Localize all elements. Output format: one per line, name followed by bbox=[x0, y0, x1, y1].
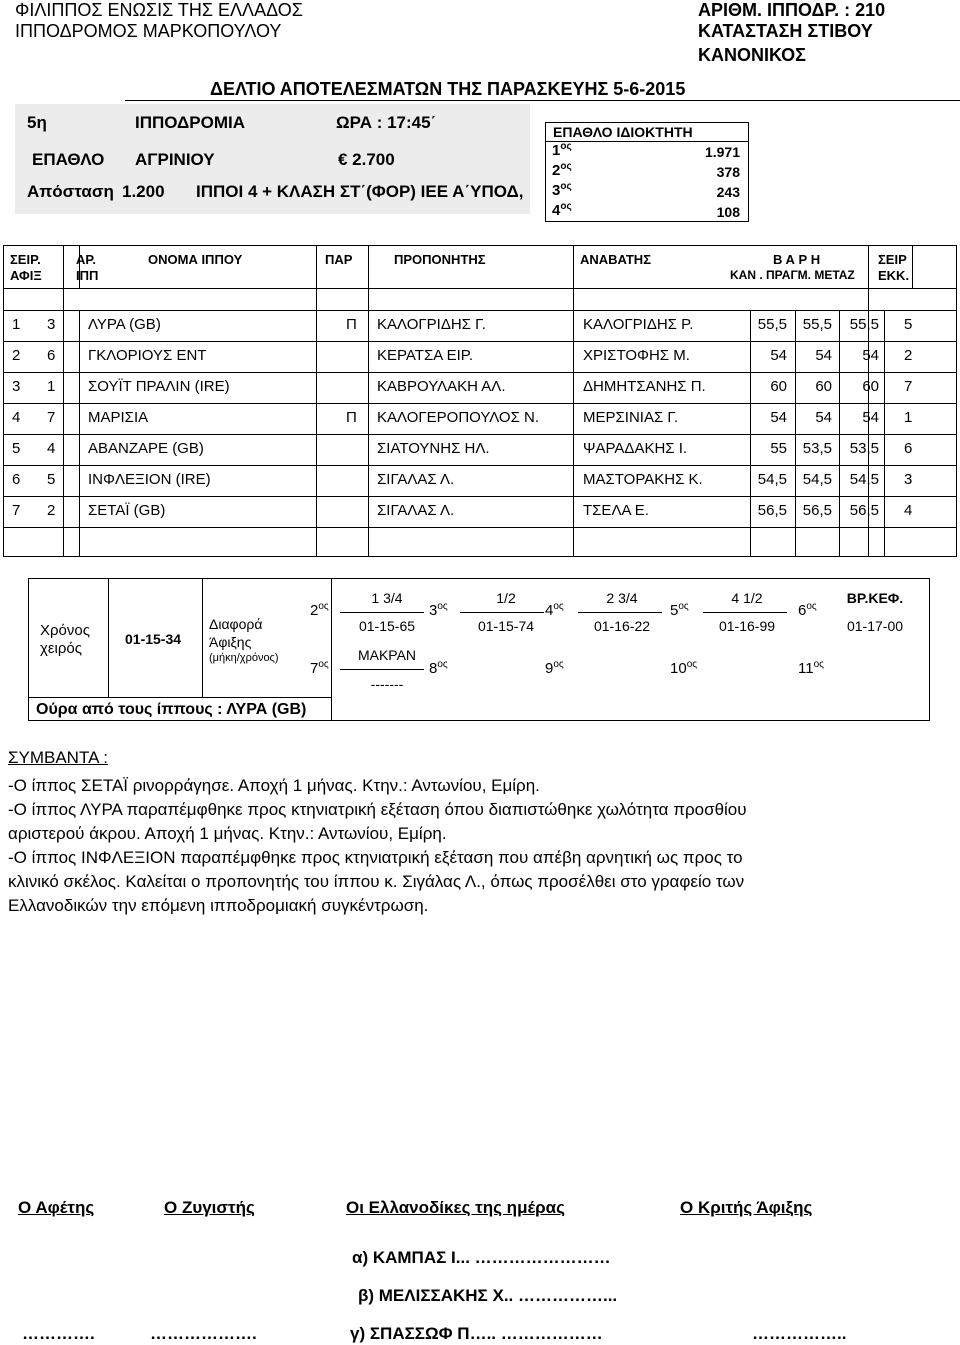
ordinal-suffix: ος bbox=[437, 659, 448, 670]
track-condition-label: ΚΑΤΑΣΤΑΣΗ ΣΤΙΒΟΥ bbox=[698, 21, 873, 41]
trainer-name: ΚΑΛΟΓΕΡΟΠΟΥΛΟΣ Ν. bbox=[377, 409, 540, 426]
diff-label: Διαφορά bbox=[209, 616, 263, 632]
col-number: ΑΡ. bbox=[76, 252, 97, 267]
event-line: Ελλανοδικών την επόμενη ιπποδρομιακή συγκέντρωση. bbox=[8, 896, 429, 915]
weight-official: 60 bbox=[770, 378, 787, 395]
finish-position: 2 bbox=[12, 347, 21, 364]
ordinal-suffix: ος bbox=[813, 659, 824, 670]
prize-name: ΑΓΡΙΝΙΟΥ bbox=[135, 150, 215, 169]
weight-actual: 54,5 bbox=[802, 471, 832, 488]
weight-actual: 60 bbox=[815, 378, 832, 395]
margin-value: ΜΑΚΡΑΝ bbox=[357, 647, 417, 663]
position-number: 6 bbox=[798, 602, 807, 619]
weight-actual: 55,5 bbox=[802, 316, 832, 333]
par-mark: Π bbox=[346, 409, 357, 426]
col-draw: ΣΕΙΡ bbox=[878, 252, 907, 267]
weight-actual: 54 bbox=[815, 347, 832, 364]
position-number: 4 bbox=[552, 202, 561, 219]
weight-carried: 60 bbox=[862, 378, 879, 395]
finish-time: 01-15-65 bbox=[358, 618, 416, 634]
prize-label: ΕΠΑΘΛΟ bbox=[32, 150, 105, 169]
finish-time: 01-16-99 bbox=[718, 618, 776, 634]
finish-position: 7 bbox=[12, 502, 21, 519]
stewards-signature: Οι Ελλανοδίκες της ημέρας bbox=[346, 1198, 565, 1217]
horse-name: ΙΝΦΛΕΞΙΟΝ (IRE) bbox=[88, 471, 211, 488]
col-horse: ΟΝΟΜΑ ΙΠΠΟΥ bbox=[148, 252, 243, 267]
ordinal-suffix: ος bbox=[678, 601, 689, 612]
horse-number: 6 bbox=[47, 347, 56, 364]
ordinal-suffix: ος bbox=[560, 161, 572, 172]
timing-position bbox=[545, 660, 564, 677]
starter-dots: …………. bbox=[22, 1324, 95, 1343]
position-number: 3 bbox=[429, 602, 438, 619]
tail-note: Ούρα από τους ίππους : ΛΥΡΑ (GB) bbox=[36, 701, 307, 718]
event-line: -Ο ίππος ΣΕΤΑΪ ρινορράγησε. Αποχή 1 μήνας. Κτην.: Αντωνίου, Εμίρη. bbox=[8, 776, 540, 795]
weigher-signature: Ο Ζυγιστής bbox=[164, 1198, 255, 1217]
horse-name: ΣΕΤΑΪ (GB) bbox=[88, 502, 166, 519]
ordinal-suffix: ος bbox=[553, 659, 564, 670]
timing-position bbox=[310, 660, 329, 677]
timing-position bbox=[798, 602, 817, 619]
col-draw-sub: ΕΚΚ. bbox=[878, 268, 910, 283]
weight-carried: 54,5 bbox=[849, 471, 879, 488]
judge-dots: …………….. bbox=[752, 1324, 847, 1343]
racing-label: ΙΠΠΟΔΡΟΜΙΑ bbox=[135, 113, 245, 132]
winner-time: 01-15-34 bbox=[125, 631, 182, 647]
hand-time-label-2: χειρός bbox=[40, 640, 82, 657]
jockey-name: ΧΡΙΣΤΟΦΗΣ Μ. bbox=[583, 347, 690, 364]
horse-number: 3 bbox=[47, 316, 56, 333]
draw-number: 7 bbox=[904, 378, 913, 395]
weight-carried: 54 bbox=[862, 347, 879, 364]
weight-official: 55,5 bbox=[757, 316, 787, 333]
par-mark: Π bbox=[346, 316, 357, 333]
position-number: 2 bbox=[310, 602, 319, 619]
racecourse-name: ΙΠΠΟΔΡΟΜΟΣ ΜΑΡΚΟΠΟΥΛΟΥ bbox=[15, 21, 282, 41]
race-number: 5η bbox=[27, 113, 47, 132]
hand-time-label: Χρόνος bbox=[40, 622, 90, 639]
position-number: 7 bbox=[310, 660, 319, 677]
weight-official: 56,5 bbox=[757, 502, 787, 519]
owner-prize-position bbox=[552, 142, 572, 159]
bulletin-underline bbox=[125, 100, 960, 101]
position-number: 9 bbox=[545, 660, 554, 677]
steward-b: β) ΜΕΛΙΣΣΑΚΗΣ Χ.. ……………... bbox=[358, 1286, 618, 1305]
col-weights: Β Α Ρ Η bbox=[773, 252, 821, 267]
position-number: 3 bbox=[552, 182, 561, 199]
timing-position bbox=[670, 660, 697, 677]
distance-value: 1.200 bbox=[122, 182, 165, 201]
horse-name: ΓΚΛΟΡΙΟΥΣ ΕΝΤ bbox=[88, 347, 207, 364]
weight-carried: 55,5 bbox=[849, 316, 879, 333]
owner-prize-position bbox=[552, 202, 572, 219]
owner-prize-amount: 1.971 bbox=[704, 144, 740, 160]
weight-carried: 56,5 bbox=[849, 502, 879, 519]
timing-position bbox=[429, 660, 448, 677]
col-finish: ΣΕΙΡ. bbox=[10, 252, 41, 267]
margin-value: 1/2 bbox=[496, 590, 516, 606]
distance-label: Απόσταση bbox=[27, 182, 114, 201]
col-number-sub: ΙΠΠ bbox=[76, 268, 99, 283]
timing-position bbox=[545, 602, 564, 619]
margin-value: 2 3/4 bbox=[606, 590, 638, 606]
draw-number: 3 bbox=[904, 471, 913, 488]
position-number: 11 bbox=[798, 660, 814, 677]
position-number: 2 bbox=[552, 162, 561, 179]
weight-actual: 54 bbox=[815, 409, 832, 426]
owner-prize-amount: 108 bbox=[716, 204, 740, 220]
jockey-name: ΜΑΣΤΟΡΑΚΗΣ Κ. bbox=[583, 471, 703, 488]
ordinal-suffix: ος bbox=[560, 141, 572, 152]
horse-number: 7 bbox=[47, 409, 56, 426]
ordinal-suffix: ος bbox=[560, 201, 572, 212]
finish-position: 6 bbox=[12, 471, 21, 488]
events-title: ΣΥΜΒΑΝΤΑ : bbox=[8, 748, 108, 767]
prize-amount: € 2.700 bbox=[338, 150, 395, 169]
horse-number: 1 bbox=[47, 378, 56, 395]
finish-time: 01-15-74 bbox=[477, 618, 535, 634]
trainer-name: ΣΙΓΑΛΑΣ Λ. bbox=[377, 471, 455, 488]
horse-name: ΣΟΥΪΤ ΠΡΑΛΙΝ (IRE) bbox=[88, 378, 230, 395]
horse-number: 2 bbox=[47, 502, 56, 519]
finish-time: ------- bbox=[370, 676, 404, 692]
draw-number: 1 bbox=[904, 409, 913, 426]
judge-signature: Ο Κριτής Άφιξης bbox=[680, 1198, 813, 1217]
owner-prize-amount: 243 bbox=[716, 184, 740, 200]
track-condition-value: ΚΑΝΟΝΙΚΟΣ bbox=[698, 45, 806, 65]
position-number: 5 bbox=[670, 602, 679, 619]
ordinal-suffix: ος bbox=[553, 601, 564, 612]
federation-name: ΦΙΛΙΠΠΟΣ ΕΝΩΣΙΣ ΤΗΣ ΕΛΛΑΔΟΣ bbox=[15, 0, 303, 20]
steward-c: γ) ΣΠΑΣΣΩΦ Π….. ……………… bbox=[350, 1324, 603, 1343]
position-number: 8 bbox=[429, 660, 438, 677]
draw-number: 4 bbox=[904, 502, 913, 519]
race-conditions: ΙΠΠΟΙ 4 + ΚΛΑΣΗ ΣΤ΄(ΦΟΡ) ΙΕΕ Α΄ΥΠΟΔ, bbox=[196, 182, 524, 201]
weight-official: 54,5 bbox=[757, 471, 787, 488]
timing-position bbox=[429, 602, 448, 619]
finish-position: 4 bbox=[12, 409, 21, 426]
ordinal-suffix: ος bbox=[318, 601, 329, 612]
margin-value: 1 3/4 bbox=[371, 590, 403, 606]
draw-number: 2 bbox=[904, 347, 913, 364]
owner-prize-position bbox=[552, 182, 572, 199]
finish-time: 01-16-22 bbox=[593, 618, 651, 634]
ordinal-suffix: ος bbox=[318, 659, 329, 670]
jockey-name: ΤΣΕΛΑ Ε. bbox=[583, 502, 649, 519]
weight-actual: 56,5 bbox=[802, 502, 832, 519]
weight-carried: 53,5 bbox=[849, 440, 879, 457]
trainer-name: ΚΕΡΑΤΣΑ ΕΙΡ. bbox=[377, 347, 473, 364]
ordinal-suffix: ος bbox=[437, 601, 448, 612]
diff-label-2: Άφιξης bbox=[209, 634, 252, 650]
event-line: κλινικό σκέλος. Καλείται ο προπονητής του ίππου κ. Σιγάλας Λ., όπως προσέλθει στο γραφείο των bbox=[8, 872, 745, 891]
finish-position: 3 bbox=[12, 378, 21, 395]
horse-name: ΑΒΑΝΖΑΡΕ (GB) bbox=[88, 440, 204, 457]
weight-carried: 54 bbox=[862, 409, 879, 426]
jockey-name: ΜΕΡΣΙΝΙΑΣ Γ. bbox=[583, 409, 679, 426]
owner-prize-position bbox=[552, 162, 572, 179]
ordinal-suffix: ος bbox=[806, 601, 817, 612]
col-weights-sub: ΚΑΝ . ΠΡΑΓΜ. ΜΕΤΑΖ bbox=[730, 268, 855, 282]
owner-prize-title: ΕΠΑΘΛΟ ΙΔΙΟΚΤΗΤΗ bbox=[553, 124, 693, 140]
weigher-dots: ………………. bbox=[150, 1324, 257, 1343]
finish-position: 5 bbox=[12, 440, 21, 457]
event-line: αριστερού άκρου. Αποχή 1 μήνας. Κτην.: Αντωνίου, Εμίρη. bbox=[8, 824, 447, 843]
diff-label-3: (μήκη/χρόνος) bbox=[209, 652, 279, 664]
starter-signature: Ο Αφέτης bbox=[18, 1198, 95, 1217]
event-line: -Ο ίππος ΛΥΡΑ παραπέμφθηκε προς κτηνιατρική εξέταση όπου διαπιστώθηκε χωλότητα προσθίου bbox=[8, 800, 747, 819]
race-time: ΩΡΑ : 17:45΄ bbox=[336, 113, 437, 132]
draw-number: 6 bbox=[904, 440, 913, 457]
trainer-name: ΚΑΛΟΓΡΙΔΗΣ Γ. bbox=[377, 316, 486, 333]
event-line: -Ο ίππος ΙΝΦΛΕΞΙΟΝ παραπέμφθηκε προς κτηνιατρική εξέταση που απέβη αρνητική ως προς το bbox=[8, 848, 743, 867]
owner-prize-amount: 378 bbox=[716, 164, 740, 180]
ordinal-suffix: ος bbox=[560, 181, 572, 192]
weight-official: 54 bbox=[770, 347, 787, 364]
weight-official: 54 bbox=[770, 409, 787, 426]
col-jockey: ΑΝΑΒΑΤΗΣ bbox=[580, 252, 651, 267]
finish-position: 1 bbox=[12, 316, 21, 333]
col-par: ΠΑΡ bbox=[325, 252, 353, 267]
trainer-name: ΚΑΒΡΟΥΛΑΚΗ ΑΛ. bbox=[377, 378, 506, 395]
jockey-name: ΔΗΜΗΤΣΑΝΗΣ Π. bbox=[583, 378, 706, 395]
race-day-number: ΑΡΙΘΜ. ΙΠΠΟΔΡ. : 210 bbox=[698, 0, 886, 20]
horse-name: ΜΑΡΙΣΙΑ bbox=[88, 409, 149, 426]
timing-position bbox=[310, 602, 329, 619]
trainer-name: ΣΙΑΤΟΥΝΗΣ ΗΛ. bbox=[377, 440, 490, 457]
horse-number: 5 bbox=[47, 471, 56, 488]
bulletin-title: ΔΕΛΤΙΟ ΑΠΟΤΕΛΕΣΜΑΤΩΝ ΤΗΣ ΠΑΡΑΣΚΕΥΗΣ 5-6-2015 bbox=[210, 79, 686, 99]
margin-value: 4 1/2 bbox=[731, 590, 763, 606]
horse-number: 4 bbox=[47, 440, 56, 457]
ordinal-suffix: ος bbox=[686, 659, 698, 670]
jockey-name: ΚΑΛΟΓΡΙΔΗΣ Ρ. bbox=[583, 316, 694, 333]
weight-official: 55 bbox=[770, 440, 787, 457]
timing-position bbox=[798, 660, 824, 677]
margin-value: ΒΡ.ΚΕΦ. bbox=[846, 590, 904, 606]
horse-name: ΛΥΡΑ (GB) bbox=[88, 316, 161, 333]
draw-number: 5 bbox=[904, 316, 913, 333]
position-number: 10 bbox=[670, 660, 687, 677]
finish-time: 01-17-00 bbox=[846, 618, 904, 634]
timing-position bbox=[670, 602, 689, 619]
position-number: 1 bbox=[552, 142, 561, 159]
col-trainer: ΠΡΟΠΟΝΗΤΗΣ bbox=[394, 252, 486, 267]
steward-a: α) ΚΑΜΠΑΣ Ι... …………………… bbox=[352, 1248, 611, 1267]
jockey-name: ΨΑΡΑΔΑΚΗΣ Ι. bbox=[583, 440, 688, 457]
col-finish-sub: ΑΦΙΞ bbox=[10, 268, 42, 283]
weight-actual: 53,5 bbox=[802, 440, 832, 457]
trainer-name: ΣΙΓΑΛΑΣ Λ. bbox=[377, 502, 455, 519]
position-number: 4 bbox=[545, 602, 554, 619]
